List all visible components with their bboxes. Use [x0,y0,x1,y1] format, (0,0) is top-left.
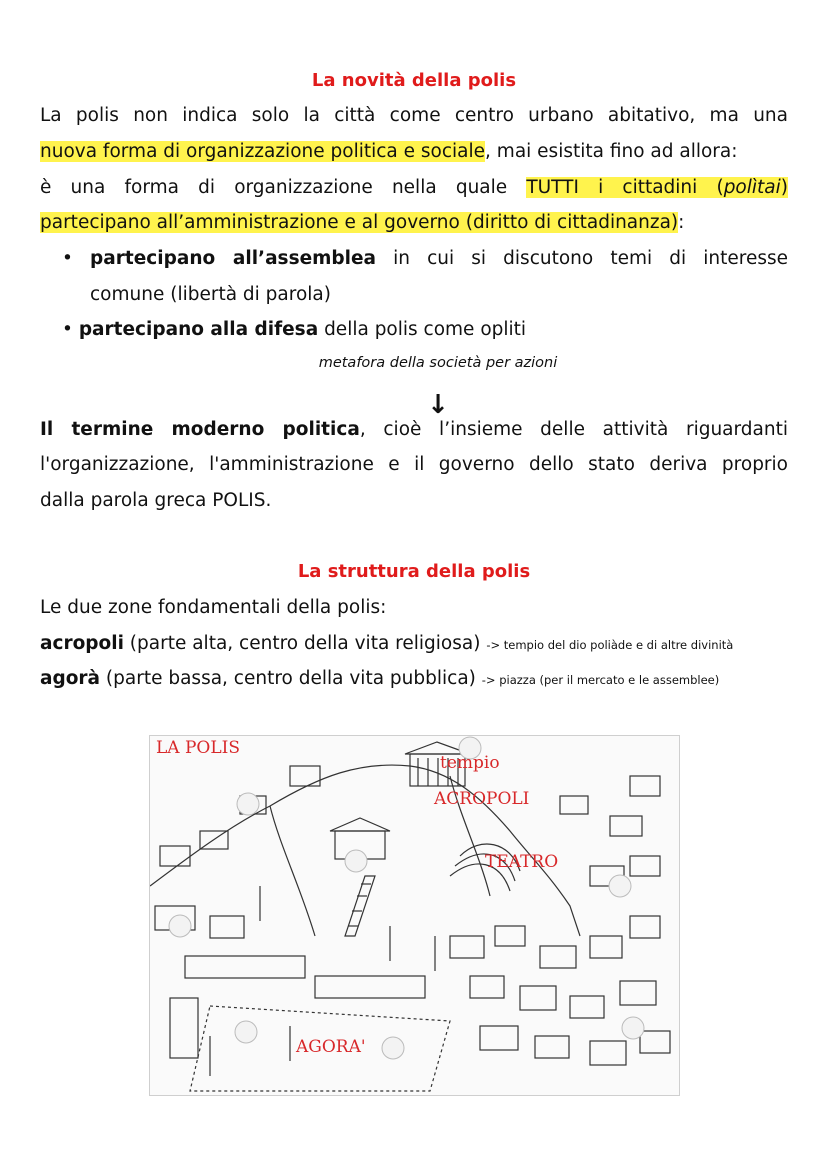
figure-label-acropoli: ACROPOLI [434,789,530,809]
paragraph-line [40,139,788,165]
paragraph-line [40,175,788,201]
bold-text: partecipano all’assemblea [90,248,377,269]
note-text: -> tempio del dio poliàde e di altre divinità [486,638,734,652]
highlighted-text: nuova forma di organizzazione politica e sociale [40,141,486,162]
bold-text: agorà [40,668,101,689]
stairway [345,876,375,936]
cliff-line [270,806,315,936]
figure-label-agora: AGORA' [296,1037,366,1057]
figure-label-tempio: tempio [440,753,500,773]
paragraph-line: dalla parola greca POLIS. [40,490,272,511]
paragraph-line [40,417,788,443]
text: ) [780,177,788,198]
bullet-item [62,246,788,272]
figure-label-polis: LA POLIS [156,738,240,758]
paragraph-line [40,210,788,236]
text: : [678,212,685,233]
bold-text: partecipano alla difesa [78,319,319,340]
text: in cui si discutono temi di interesse [376,248,788,269]
definition-agora [40,666,788,693]
definition-acropoli [40,631,788,658]
paragraph-line: Le due zone fondamentali della polis: [40,597,387,618]
highlighted-text: partecipano all’amministrazione e al governo (diritto di cittadinanza) [40,212,679,233]
stoa-building [315,976,425,998]
polis-drawing [150,736,679,1095]
text: della polis come opliti [318,319,527,340]
bold-text: acropoli [40,633,124,654]
bold-text: Il termine moderno politica [40,419,360,440]
down-arrow-icon: ↓ [427,390,449,420]
figure-label-teatro: TEATRO [485,852,559,872]
caption: metafora della società per azioni [318,355,558,371]
bullet-icon: • [62,319,73,340]
stoa-building [185,956,305,978]
text: TUTTI i cittadini ( [526,177,724,198]
section-title-struttura: La struttura della polis [297,561,531,582]
italic-term: polìtai [723,177,781,198]
text: (parte bassa, centro della vita pubblica) [100,668,482,689]
text: è una forma di organizzazione nella quale [40,177,527,198]
highlighted-text [526,177,788,198]
text: (parte alta, centro della vita religiosa) [123,633,487,654]
note-text: -> piazza (per il mercato e le assemblee) [481,673,720,687]
bullet-icon: • [62,248,73,269]
bullet-item [62,317,788,343]
paragraph-line: l'organizzazione, l'amministrazione e il governo dello stato deriva proprio [40,454,788,475]
text: , mai esistita fino ad allora: [485,141,738,162]
polis-illustration [149,735,680,1096]
bullet-continuation: comune (libertà di parola) [90,284,331,305]
section-title-novita: La novità della polis [311,70,517,91]
paragraph-line: La polis non indica solo la città come centro urbano abitativo, ma una [40,105,788,126]
text: , cioè l’insieme delle attività riguardanti [359,419,788,440]
